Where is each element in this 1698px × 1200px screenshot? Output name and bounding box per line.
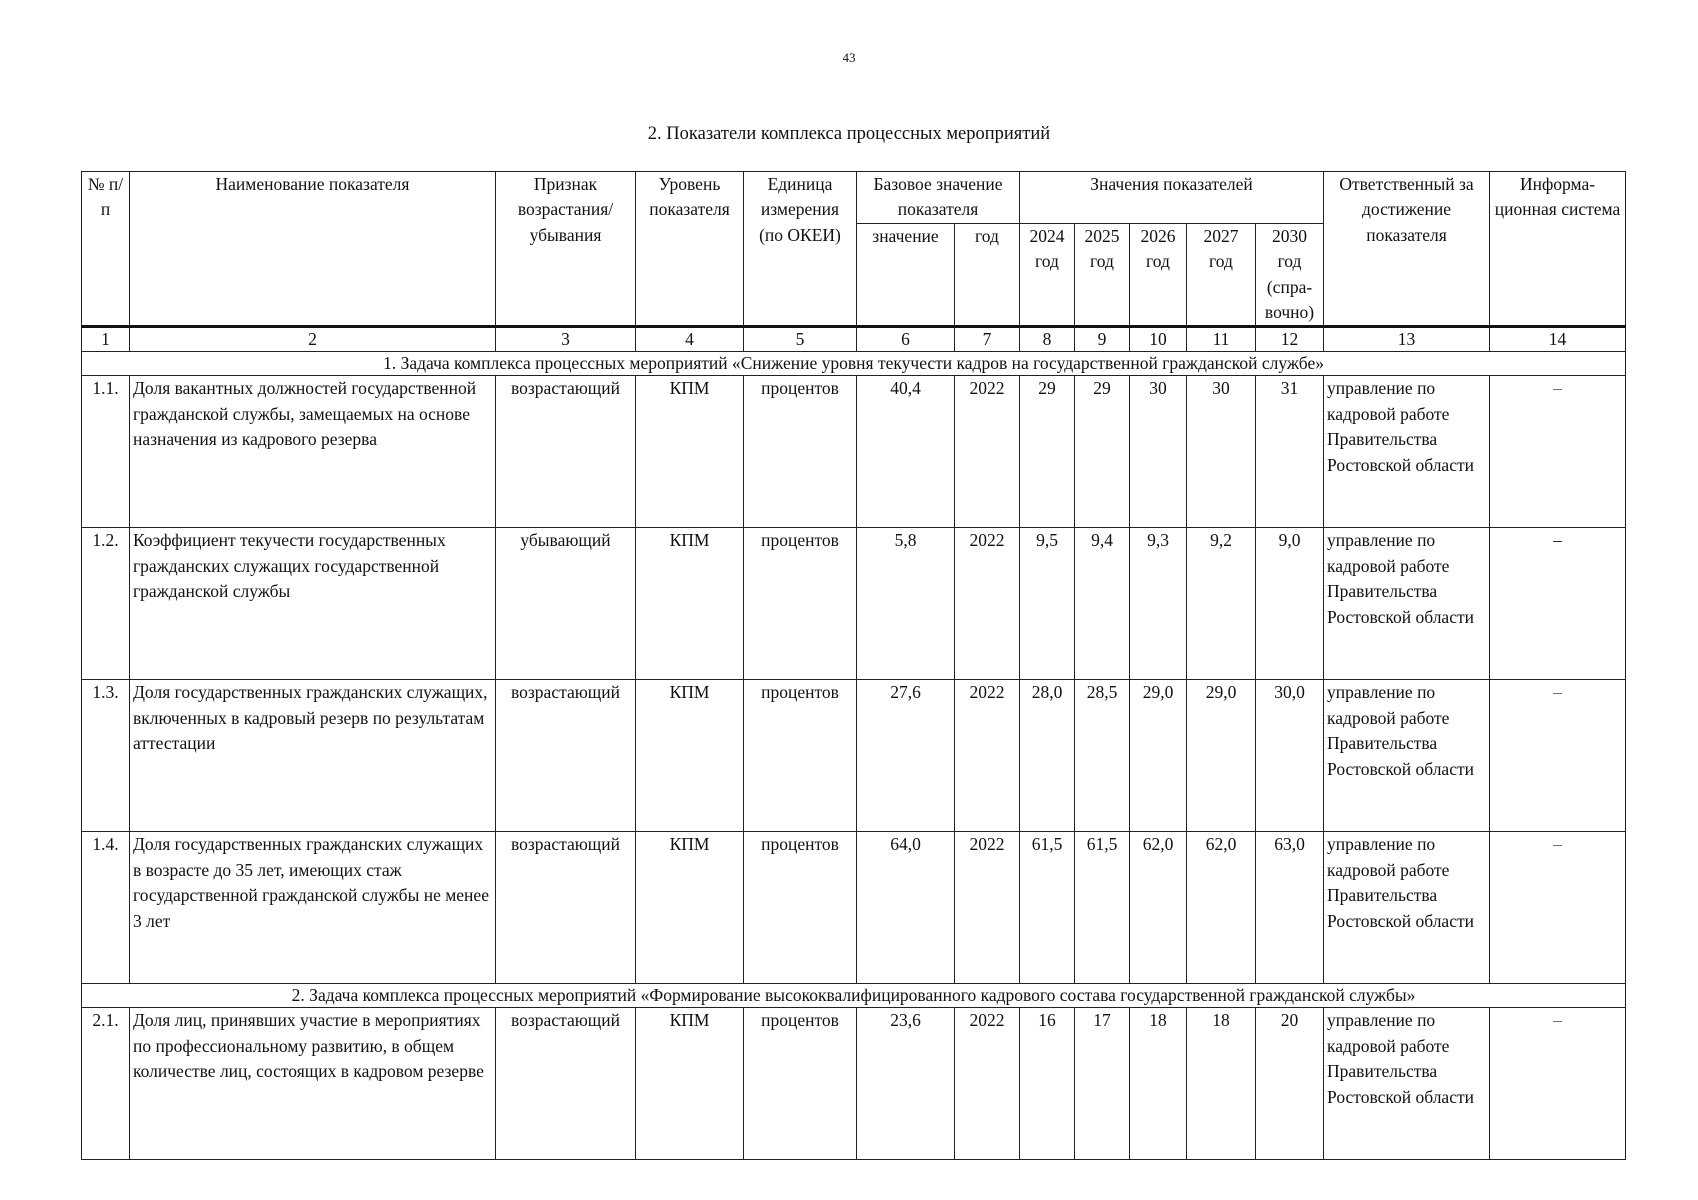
column-number: 1 — [82, 327, 130, 352]
value-2027: 18 — [1187, 1008, 1256, 1160]
column-number: 14 — [1490, 327, 1626, 352]
base-year: 2022 — [955, 376, 1020, 528]
indicator-unit: процентов — [744, 1008, 857, 1160]
header-row-1 — [82, 172, 1626, 224]
column-number: 3 — [496, 327, 636, 352]
info-system: – — [1490, 376, 1626, 528]
info-system: – — [1490, 528, 1626, 680]
header-2025: 2025 год — [1075, 223, 1130, 327]
base-year: 2022 — [955, 528, 1020, 680]
column-number: 5 — [744, 327, 857, 352]
value-2027: 9,2 — [1187, 528, 1256, 680]
indicator-name: Доля государственных гражданских служащих, включенных в кадровый резерв по результатам аттестации — [130, 680, 496, 832]
indicator-sign: возрастающий — [496, 832, 636, 984]
header-base-value: значение — [857, 223, 955, 327]
responsible: управление по кадровой работе Правительства Ростовской области — [1324, 832, 1490, 984]
column-number: 9 — [1075, 327, 1130, 352]
value-2027: 30 — [1187, 376, 1256, 528]
value-2030: 9,0 — [1256, 528, 1324, 680]
column-number: 6 — [857, 327, 955, 352]
value-2025: 29 — [1075, 376, 1130, 528]
column-numbers-row — [82, 327, 1626, 352]
header-2030: 2030 год (спра-вочно) — [1256, 223, 1324, 327]
indicator-name: Доля лиц, принявших участие в мероприятиях по профессиональному развитию, в общем количестве лиц, состоящих в кадровом резерве — [130, 1008, 496, 1160]
info-system: – — [1490, 1008, 1626, 1160]
indicator-sign: возрастающий — [496, 376, 636, 528]
header-base-year: год — [955, 223, 1020, 327]
column-number: 11 — [1187, 327, 1256, 352]
header-2026: 2026 год — [1130, 223, 1187, 327]
indicator-name: Доля вакантных должностей государственной гражданской службы, замещаемых на основе назначения из кадрового резерва — [130, 376, 496, 528]
base-value: 40,4 — [857, 376, 955, 528]
task-title-2: 2. Задача комплекса процессных мероприятий «Формирование высококвалифицированного кадрового состава государственной гражданской службы» — [82, 984, 1626, 1008]
value-2026: 29,0 — [1130, 680, 1187, 832]
column-number: 2 — [130, 327, 496, 352]
value-2025: 28,5 — [1075, 680, 1130, 832]
table-row — [82, 832, 1626, 984]
info-system: – — [1490, 680, 1626, 832]
value-2024: 28,0 — [1020, 680, 1075, 832]
indicator-level: КПМ — [636, 376, 744, 528]
indicator-level: КПМ — [636, 528, 744, 680]
header-2027: 2027 год — [1187, 223, 1256, 327]
header-unit: Единица измерения (по ОКЕИ) — [744, 172, 857, 327]
indicator-name: Доля государственных гражданских служащих в возрасте до 35 лет, имеющих стаж государственной гражданской службы не менее 3 лет — [130, 832, 496, 984]
base-value: 64,0 — [857, 832, 955, 984]
header-sign: Признак возрастания/ убывания — [496, 172, 636, 327]
value-2027: 29,0 — [1187, 680, 1256, 832]
row-number: 1.1. — [82, 376, 130, 528]
value-2030: 63,0 — [1256, 832, 1324, 984]
base-year: 2022 — [955, 832, 1020, 984]
task-row-1 — [82, 352, 1626, 376]
indicator-sign: возрастающий — [496, 1008, 636, 1160]
responsible: управление по кадровой работе Правительства Ростовской области — [1324, 680, 1490, 832]
base-value: 23,6 — [857, 1008, 955, 1160]
base-value: 27,6 — [857, 680, 955, 832]
column-number: 12 — [1256, 327, 1324, 352]
value-2030: 30,0 — [1256, 680, 1324, 832]
value-2025: 9,4 — [1075, 528, 1130, 680]
header-base: Базовое значение показателя — [857, 172, 1020, 224]
value-2024: 61,5 — [1020, 832, 1075, 984]
value-2030: 31 — [1256, 376, 1324, 528]
info-system: – — [1490, 832, 1626, 984]
value-2026: 18 — [1130, 1008, 1187, 1160]
page-number: 43 — [842, 50, 856, 65]
header-infosys: Информа-ционная система — [1490, 172, 1626, 327]
value-2026: 30 — [1130, 376, 1187, 528]
row-number: 2.1. — [82, 1008, 130, 1160]
value-2026: 62,0 — [1130, 832, 1187, 984]
header-2024: 2024 год — [1020, 223, 1075, 327]
indicator-sign: убывающий — [496, 528, 636, 680]
indicator-unit: процентов — [744, 680, 857, 832]
table-row — [82, 1008, 1626, 1160]
table-row — [82, 528, 1626, 680]
column-number: 10 — [1130, 327, 1187, 352]
task-row-2 — [82, 984, 1626, 1008]
column-number: 7 — [955, 327, 1020, 352]
base-year: 2022 — [955, 1008, 1020, 1160]
indicator-name: Коэффициент текучести государственных гражданских служащих государственной гражданской службы — [130, 528, 496, 680]
row-number: 1.3. — [82, 680, 130, 832]
responsible: управление по кадровой работе Правительства Ростовской области — [1324, 528, 1490, 680]
header-values: Значения показателей — [1020, 172, 1324, 224]
header-responsible: Ответственный за достижение показателя — [1324, 172, 1490, 327]
indicator-level: КПМ — [636, 1008, 744, 1160]
base-year: 2022 — [955, 680, 1020, 832]
header-level: Уровень показателя — [636, 172, 744, 327]
indicator-sign: возрастающий — [496, 680, 636, 832]
indicator-level: КПМ — [636, 680, 744, 832]
header-no: № п/п — [82, 172, 130, 327]
column-number: 4 — [636, 327, 744, 352]
value-2024: 16 — [1020, 1008, 1075, 1160]
value-2026: 9,3 — [1130, 528, 1187, 680]
indicators-table — [81, 171, 1626, 1160]
table-row — [82, 376, 1626, 528]
row-number: 1.4. — [82, 832, 130, 984]
value-2025: 17 — [1075, 1008, 1130, 1160]
header-name: Наименование показателя — [130, 172, 496, 327]
responsible: управление по кадровой работе Правительства Ростовской области — [1324, 376, 1490, 528]
indicator-unit: процентов — [744, 376, 857, 528]
base-value: 5,8 — [857, 528, 955, 680]
value-2030: 20 — [1256, 1008, 1324, 1160]
value-2027: 62,0 — [1187, 832, 1256, 984]
section-title: 2. Показатели комплекса процессных мероприятий — [647, 124, 1051, 144]
value-2024: 29 — [1020, 376, 1075, 528]
column-number: 8 — [1020, 327, 1075, 352]
row-number: 1.2. — [82, 528, 130, 680]
indicator-unit: процентов — [744, 528, 857, 680]
value-2025: 61,5 — [1075, 832, 1130, 984]
value-2024: 9,5 — [1020, 528, 1075, 680]
indicator-level: КПМ — [636, 832, 744, 984]
table-row — [82, 680, 1626, 832]
responsible: управление по кадровой работе Правительства Ростовской области — [1324, 1008, 1490, 1160]
column-number: 13 — [1324, 327, 1490, 352]
task-title-1: 1. Задача комплекса процессных мероприятий «Снижение уровня текучести кадров на государственной гражданской службе» — [82, 352, 1626, 376]
indicator-unit: процентов — [744, 832, 857, 984]
